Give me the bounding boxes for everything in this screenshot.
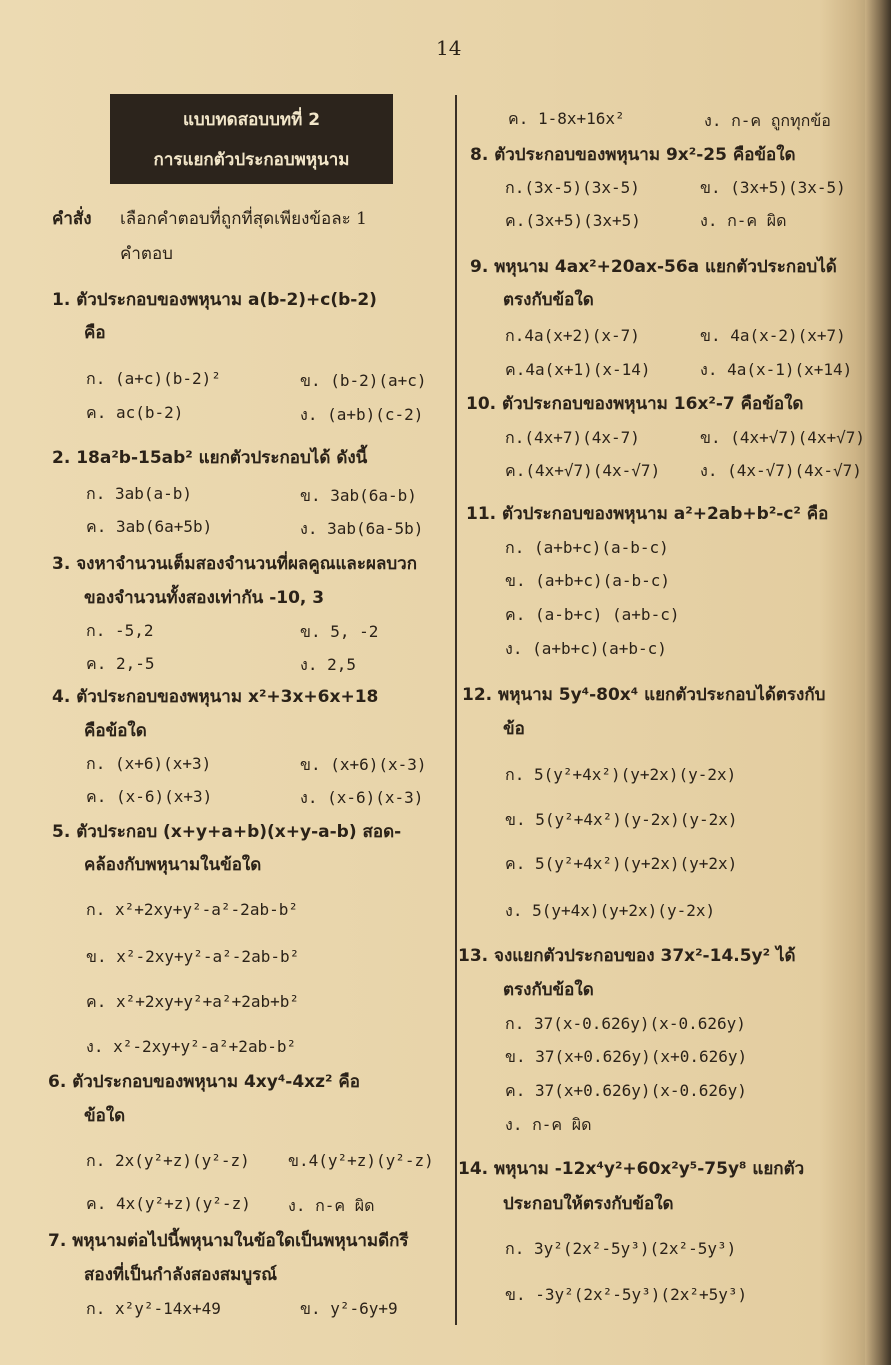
- option: ค. 5(y²+4x²)(y+2x)(y+2x): [505, 854, 738, 873]
- option: ข. 5, -2: [300, 622, 379, 641]
- option: ข. (a+b+c)(a-b-c): [505, 571, 671, 590]
- question-14-cont: ประกอบให้ตรงกับข้อใด: [503, 1194, 674, 1214]
- option: ก. 2x(y²+z)(y²-z): [86, 1151, 250, 1170]
- instruction-text: เลือกคำตอบที่ถูกที่สุดเพียงข้อละ 1: [120, 209, 367, 229]
- test-subtitle: การแยกตัวประกอบพหุนาม: [153, 150, 350, 170]
- question-9-cont: ตรงกับข้อใด: [503, 290, 594, 310]
- option: ข. 5(y²+4x²)(y-2x)(y-2x): [505, 810, 738, 829]
- option: ข. x²-2xy+y²-a²-2ab-b²: [86, 947, 300, 966]
- option: ค. (x-6)(x+3): [86, 787, 213, 806]
- option: ก. (a+c)(b-2)²: [86, 369, 221, 388]
- option: ก. 5(y²+4x²)(y+2x)(y-2x): [505, 765, 737, 784]
- question-1: 1. ตัวประกอบของพหุนาม a(b-2)+c(b-2): [52, 290, 377, 310]
- option: ก. x²y²-14x+49: [86, 1299, 221, 1318]
- question-5-cont: คล้องกับพหุนามในข้อใด: [84, 855, 262, 875]
- option: ค. (a-b+c) (a+b-c): [505, 605, 680, 624]
- option: ค. ac(b-2): [86, 403, 184, 422]
- option: ข. 4a(x-2)(x+7): [700, 326, 846, 345]
- question-3: 3. จงหาจำนวนเต็มสองจำนวนที่ผลคูณและผลบวก: [52, 554, 417, 574]
- option: ค. 4x(y²+z)(y²-z): [86, 1194, 251, 1213]
- option: ข. (3x+5)(3x-5): [700, 178, 846, 197]
- page-edge-shadow: [865, 0, 891, 1365]
- option: ง. 5(y+4x)(y+2x)(y-2x): [505, 901, 716, 920]
- option: ก. 3y²(2x²-5y³)(2x²-5y³): [505, 1239, 737, 1258]
- question-7: 7. พหุนามต่อไปนี้พหุนามในข้อใดเป็นพหุนามดีกรี: [48, 1231, 409, 1251]
- option: ก. (a+b+c)(a-b-c): [505, 538, 669, 557]
- option: ง. ก-ค ผิด: [700, 211, 787, 230]
- question-4: 4. ตัวประกอบของพหุนาม x²+3x+6x+18: [52, 687, 379, 707]
- test-title: แบบทดสอบบทที่ 2: [182, 110, 321, 130]
- option: ง. ก-ค ผิด: [288, 1196, 375, 1215]
- question-14: 14. พหุนาม -12x⁴y²+60x²y⁵-75y⁸ แยกตัว: [458, 1159, 805, 1179]
- question-6-cont: ข้อใด: [84, 1106, 126, 1126]
- question-3-cont: ของจำนวนทั้งสองเท่ากัน -10, 3: [84, 588, 325, 608]
- option: ง. ก-ค ผิด: [505, 1115, 592, 1134]
- option: ง. ก-ค ถูกทุกข้อ: [704, 111, 831, 130]
- option: ข. (4x+√7)(4x+√7): [700, 428, 866, 447]
- question-6: 6. ตัวประกอบของพหุนาม 4xy⁴-4xz² คือ: [48, 1072, 360, 1092]
- question-13-cont: ตรงกับข้อใด: [503, 980, 594, 1000]
- option: ก.(4x+7)(4x-7): [505, 428, 640, 447]
- option: ค.(3x+5)(3x+5): [505, 211, 641, 230]
- option: ก.4a(x+2)(x-7): [505, 326, 640, 345]
- instruction-text-cont: คำตอบ: [120, 244, 173, 264]
- option: ค. x²+2xy+y²+a²+2ab+b²: [86, 992, 299, 1011]
- question-8: 8. ตัวประกอบของพหุนาม 9x²-25 คือข้อใด: [470, 145, 796, 165]
- option: ง. 2,5: [300, 655, 356, 674]
- question-1-cont: คือ: [84, 323, 106, 343]
- question-12-cont: ข้อ: [503, 719, 525, 739]
- question-10: 10. ตัวประกอบของพหุนาม 16x²-7 คือข้อใด: [466, 394, 804, 414]
- column-divider: [455, 95, 457, 1325]
- option: ก. x²+2xy+y²-a²-2ab-b²: [86, 900, 298, 919]
- option: ก. -5,2: [86, 621, 154, 640]
- option: ค. 2,-5: [86, 654, 155, 673]
- question-2: 2. 18a²b-15ab² แยกตัวประกอบได้ ดังนี้: [52, 448, 368, 468]
- option: ค. 37(x+0.626y)(x-0.626y): [505, 1081, 747, 1100]
- option: ง. 3ab(6a-5b): [300, 519, 424, 538]
- question-13: 13. จงแยกตัวประกอบของ 37x²-14.5y² ได้: [458, 946, 796, 966]
- option: ก. (x+6)(x+3): [86, 754, 212, 773]
- option: ข. 37(x+0.626y)(x+0.626y): [505, 1047, 748, 1066]
- option: ข.4(y²+z)(y²-z): [288, 1151, 434, 1170]
- option: ก.(3x-5)(3x-5): [505, 178, 640, 197]
- option: ข. (b-2)(a+c): [300, 371, 427, 390]
- option: ง. (a+b+c)(a+b-c): [505, 639, 667, 658]
- option: ข. (x+6)(x-3): [300, 755, 427, 774]
- option: ง. 4a(x-1)(x+14): [700, 360, 853, 379]
- option: ง. x²-2xy+y²-a²+2ab-b²: [86, 1037, 297, 1056]
- question-4-cont: คือข้อใด: [84, 721, 147, 741]
- question-7-cont: สองที่เป็นกำลังสองสมบูรณ์: [84, 1265, 278, 1285]
- option: ข. 3ab(6a-b): [300, 486, 417, 505]
- option: ง. (a+b)(c-2): [300, 405, 424, 424]
- instruction-label: คำสั่ง: [52, 209, 92, 229]
- option: ค.(4x+√7)(4x-√7): [505, 461, 661, 480]
- option: ง. (x-6)(x-3): [300, 788, 424, 807]
- question-12: 12. พหุนาม 5y⁴-80x⁴ แยกตัวประกอบได้ตรงกับ: [462, 685, 826, 705]
- option: ข. y²-6y+9: [300, 1299, 398, 1318]
- option: ค. 3ab(6a+5b): [86, 517, 213, 536]
- question-9: 9. พหุนาม 4ax²+20ax-56a แยกตัวประกอบได้: [470, 257, 837, 277]
- option: ข. -3y²(2x²-5y³)(2x²+5y³): [505, 1285, 748, 1304]
- option: ค. 1-8x+16x²: [508, 109, 625, 128]
- question-11: 11. ตัวประกอบของพหุนาม a²+2ab+b²-c² คือ: [466, 504, 829, 524]
- question-5: 5. ตัวประกอบ (x+y+a+b)(x+y-a-b) สอด-: [52, 822, 402, 842]
- test-header-box: [110, 94, 393, 184]
- option: ก. 3ab(a-b): [86, 484, 193, 503]
- option: ง. (4x-√7)(4x-√7): [700, 461, 862, 480]
- page-number: 14: [436, 36, 462, 60]
- option: ก. 37(x-0.626y)(x-0.626y): [505, 1014, 746, 1033]
- option: ค.4a(x+1)(x-14): [505, 360, 651, 379]
